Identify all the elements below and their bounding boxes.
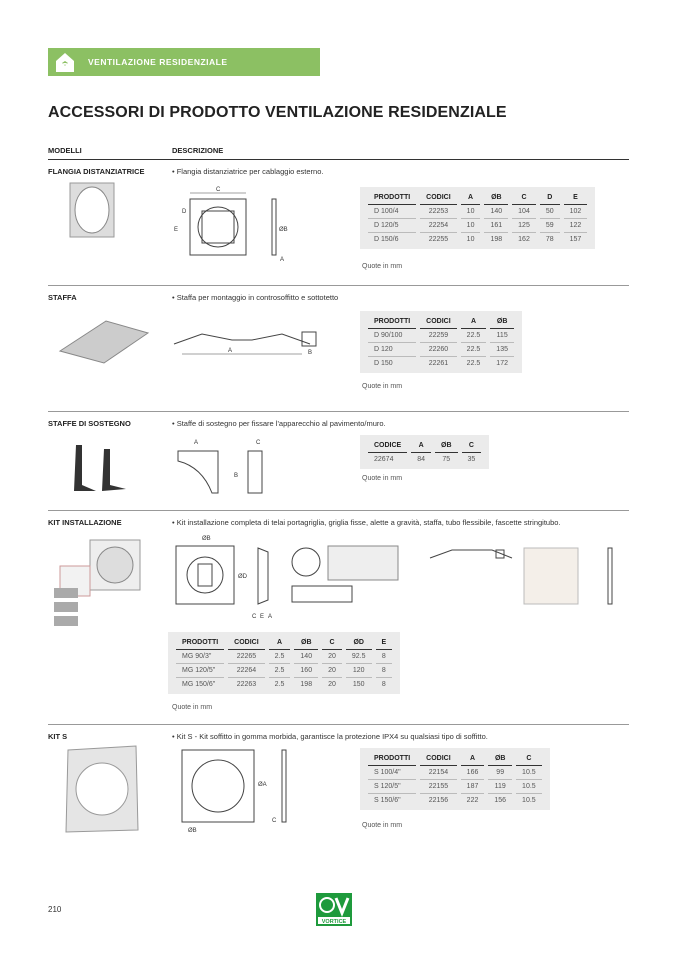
product-table <box>168 632 400 694</box>
table-cell: 22.5 <box>461 343 487 357</box>
table-cell: D 90/100 <box>368 329 416 343</box>
units-note: Quote in mm <box>362 822 403 829</box>
table-row <box>368 794 542 807</box>
svg-text:C: C <box>256 440 261 446</box>
column-description: DESCRIZIONE <box>172 146 224 155</box>
column-header: A <box>461 315 487 329</box>
column-header: ØB <box>435 439 458 453</box>
svg-text:ØB: ØB <box>188 828 197 834</box>
table-cell: 135 <box>490 343 514 357</box>
table-cell: 162 <box>518 236 530 243</box>
svg-text:C: C <box>216 187 221 193</box>
table-cell: 22154 <box>420 766 457 780</box>
table-cell: 22263 <box>236 681 257 688</box>
table-cell: 10.5 <box>516 766 542 780</box>
table-cell: MG 120/5" <box>176 664 224 678</box>
table-cell: 22674 <box>374 456 394 463</box>
table-cell: 22259 <box>420 329 457 343</box>
model-name: STAFFE DI SOSTEGNO <box>48 419 131 428</box>
table-cell: 140 <box>294 650 318 664</box>
svg-text:A: A <box>228 348 233 354</box>
svg-text:A: A <box>280 257 285 263</box>
table-cell: 22155 <box>420 780 457 794</box>
table-row <box>368 453 481 466</box>
table-header-row <box>368 315 514 329</box>
table-cell: 2.5 <box>269 664 291 678</box>
table-cell: 59 <box>540 219 560 233</box>
column-header: CODICI <box>228 636 265 650</box>
page-title: ACCESSORI DI PRODOTTO VENTILAZIONE RESIDENZIALE <box>48 104 507 121</box>
table-header-row <box>368 191 587 205</box>
table-cell: 156 <box>494 797 507 804</box>
column-header: CODICI <box>420 752 457 766</box>
table-cell: 2.5 <box>269 650 291 664</box>
column-models: MODELLI <box>48 146 82 155</box>
table-header-row <box>368 439 481 453</box>
table-cell: 10 <box>461 205 481 219</box>
column-header: PRODOTTI <box>176 636 224 650</box>
table-cell: 150 <box>352 681 365 688</box>
column-header: D <box>540 191 560 205</box>
svg-text:A: A <box>268 614 273 620</box>
table-cell: S 120/5" <box>368 780 416 794</box>
table-cell: 84 <box>417 456 426 463</box>
model-name: KIT INSTALLAZIONE <box>48 518 122 527</box>
table-cell: 166 <box>461 766 485 780</box>
table-cell: 35 <box>467 456 476 463</box>
svg-text:A: A <box>194 440 199 446</box>
table-cell: 22261 <box>428 360 449 367</box>
table-cell: 78 <box>545 236 554 243</box>
table <box>364 439 485 466</box>
model-name: STAFFA <box>48 293 77 302</box>
table-row <box>368 329 514 343</box>
section-flangia <box>48 163 629 283</box>
svg-text:C: C <box>252 614 257 620</box>
svg-text:E: E <box>260 614 265 620</box>
divider <box>48 159 629 160</box>
table-cell: 22253 <box>420 205 457 219</box>
table-cell: 22260 <box>420 343 457 357</box>
table-cell: 8 <box>376 650 393 664</box>
table-cell: 102 <box>564 205 588 219</box>
model-description: • Staffe di sostegno per fissare l'apparecchio al pavimento/muro. <box>172 419 386 428</box>
product-table <box>360 435 489 469</box>
table-cell: 20 <box>328 681 336 688</box>
table-row <box>176 678 392 691</box>
bracket-photo <box>56 311 151 366</box>
table-row <box>368 780 542 794</box>
units-note: Quote in mm <box>362 383 403 390</box>
table-cell: 104 <box>512 205 536 219</box>
table-cell: 8 <box>381 681 386 688</box>
flange-drawing <box>172 183 292 263</box>
table-cell: 22.5 <box>461 329 487 343</box>
table-row <box>368 357 514 370</box>
table-cell: 20 <box>322 650 342 664</box>
table-cell: 22264 <box>228 664 265 678</box>
page-number: 210 <box>48 905 62 914</box>
table-cell: 10.5 <box>516 780 542 794</box>
svg-text:D: D <box>182 209 187 215</box>
table-cell: 120 <box>346 664 372 678</box>
kit-s-drawing <box>172 746 312 836</box>
svg-text:ØD: ØD <box>238 574 247 580</box>
table-cell: 22265 <box>228 650 265 664</box>
model-description: • Kit installazione completa di telai portagriglia, griglia fisse, alette a gravità, staffa, tubo flessibile, fascette stringitubo. <box>172 518 561 527</box>
column-header: ØB <box>490 315 514 329</box>
svg-text:B: B <box>308 350 313 356</box>
section-staffa <box>48 289 629 409</box>
column-header: ØB <box>294 636 318 650</box>
table-cell: 172 <box>496 360 508 367</box>
section-kit-s <box>48 728 629 848</box>
model-name: KIT S <box>48 732 68 741</box>
units-note: Quote in mm <box>172 704 213 711</box>
bracket-drawing <box>172 324 332 364</box>
column-header: PRODOTTI <box>368 752 416 766</box>
table-cell: S 100/4" <box>368 766 416 780</box>
flange-photo <box>68 181 116 239</box>
column-header: ØB <box>484 191 508 205</box>
svg-text:B: B <box>234 473 239 479</box>
table-cell: 22.5 <box>466 360 481 367</box>
svg-text:E: E <box>174 227 179 233</box>
table-cell: 8 <box>376 664 393 678</box>
table-cell: 115 <box>490 329 514 343</box>
table-cell: 10.5 <box>522 797 536 804</box>
column-header: CODICI <box>420 191 457 205</box>
table-cell: 161 <box>484 219 508 233</box>
column-header: A <box>461 752 485 766</box>
table-cell: MG 90/3" <box>176 650 224 664</box>
table <box>172 636 396 691</box>
table-cell: 2.5 <box>274 681 285 688</box>
units-note: Quote in mm <box>362 263 403 270</box>
table-cell: 10 <box>461 219 481 233</box>
column-header: ØB <box>488 752 512 766</box>
column-header: C <box>516 752 542 766</box>
column-header: C <box>322 636 342 650</box>
svg-text:C: C <box>272 818 277 824</box>
table-cell: 20 <box>322 664 342 678</box>
kit-s-photo <box>62 744 142 834</box>
house-fan-icon <box>54 51 76 73</box>
table-row <box>368 205 587 219</box>
table-cell: 122 <box>564 219 588 233</box>
table-cell: 222 <box>466 797 479 804</box>
table-cell: D 150 <box>374 360 393 367</box>
table <box>364 752 546 807</box>
table-cell: 22255 <box>428 236 449 243</box>
table-header-row <box>176 636 392 650</box>
table-cell: 125 <box>512 219 536 233</box>
table-cell: 187 <box>461 780 485 794</box>
banner-label: VENTILAZIONE RESIDENZIALE <box>88 57 228 67</box>
product-table <box>360 187 595 249</box>
column-header: ØD <box>346 636 372 650</box>
table-cell: 10 <box>466 236 475 243</box>
table-cell: 75 <box>442 456 451 463</box>
table <box>364 191 591 246</box>
table <box>364 315 518 370</box>
section-banner <box>48 48 320 76</box>
table-cell: 119 <box>488 780 512 794</box>
column-header: PRODOTTI <box>368 315 416 329</box>
model-description: • Flangia distanziatrice per cablaggio esterno. <box>172 167 324 176</box>
column-header: C <box>512 191 536 205</box>
table-cell: D 100/4 <box>368 205 416 219</box>
table-cell: D 120 <box>368 343 416 357</box>
table-cell: 198 <box>300 681 313 688</box>
divider <box>48 285 629 286</box>
table-cell: 140 <box>484 205 508 219</box>
support-drawing <box>172 437 282 497</box>
table-cell: 22254 <box>420 219 457 233</box>
divider <box>48 510 629 511</box>
table-cell: D 150/6 <box>374 236 399 243</box>
model-description: • Kit S - Kit soffitto in gomma morbida, garantisce la protezione IPX4 su qualsiasi tipo di soffitto. <box>172 732 488 741</box>
product-table <box>360 748 550 810</box>
model-description: • Staffa per montaggio in controsoffitto e sottotetto <box>172 293 339 302</box>
column-header: CODICI <box>420 315 457 329</box>
section-kit-installazione <box>48 514 629 724</box>
table-row <box>368 766 542 780</box>
vortice-logo <box>316 893 352 926</box>
table-row <box>368 233 587 246</box>
svg-text:VORTICE: VORTICE <box>321 919 347 925</box>
table-row <box>368 343 514 357</box>
table-row <box>368 219 587 233</box>
column-header: CODICE <box>368 439 407 453</box>
table-cell: 50 <box>540 205 560 219</box>
divider <box>48 411 629 412</box>
units-note: Quote in mm <box>362 475 403 482</box>
column-header: PRODOTTI <box>368 191 416 205</box>
section-staffe-sostegno <box>48 415 629 510</box>
table-cell: D 120/5 <box>368 219 416 233</box>
table-cell: MG 150/6" <box>182 681 216 688</box>
product-table <box>360 311 522 373</box>
table-cell: 160 <box>294 664 318 678</box>
table-cell: S 150/6" <box>374 797 401 804</box>
svg-text:ØB: ØB <box>279 227 288 233</box>
table-cell: 22156 <box>428 797 449 804</box>
model-name: FLANGIA DISTANZIATRICE <box>48 167 145 176</box>
svg-text:ØA: ØA <box>258 782 267 788</box>
table-row <box>176 664 392 678</box>
kit-photo <box>50 536 160 636</box>
column-header: E <box>564 191 588 205</box>
table-header-row <box>368 752 542 766</box>
divider <box>48 724 629 725</box>
column-header: C <box>462 439 482 453</box>
support-photo <box>68 435 138 495</box>
column-header: A <box>269 636 291 650</box>
column-header: A <box>411 439 431 453</box>
column-header: E <box>376 636 393 650</box>
table-cell: 92.5 <box>346 650 372 664</box>
table-row <box>176 650 392 664</box>
kit-drawings <box>172 534 632 624</box>
table-cell: 157 <box>569 236 582 243</box>
svg-text:ØB: ØB <box>202 536 211 542</box>
table-cell: 198 <box>490 236 503 243</box>
column-header: A <box>461 191 481 205</box>
table-cell: 99 <box>488 766 512 780</box>
